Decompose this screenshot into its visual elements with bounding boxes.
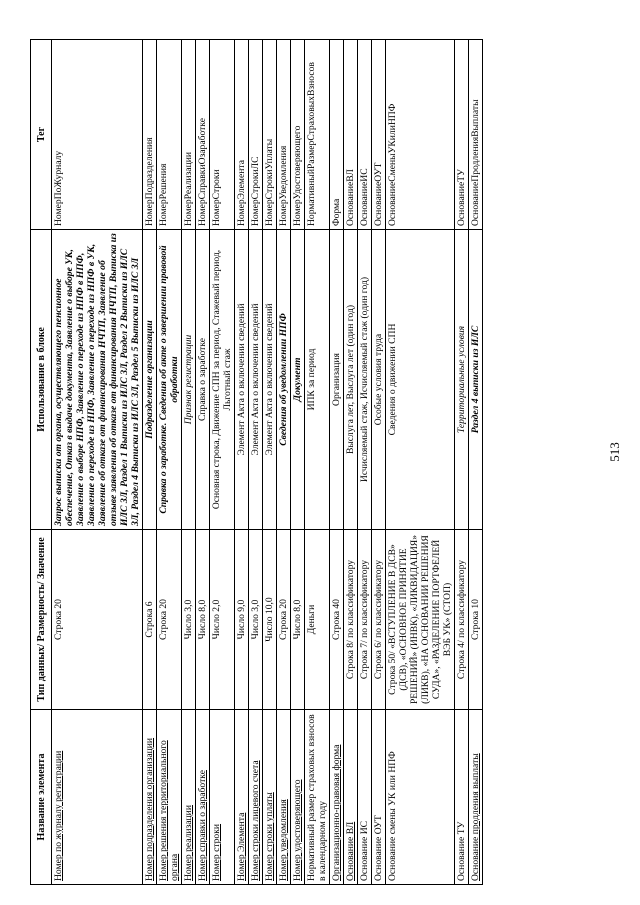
header-tag: Тег xyxy=(31,40,52,230)
element-name: Номер реализации xyxy=(182,710,196,885)
element-tag: ОснованиеТУ xyxy=(455,40,469,230)
element-usage: ИПК за период xyxy=(305,230,330,530)
element-usage: Подразделение организации xyxy=(143,230,157,530)
table-row xyxy=(263,40,277,885)
element-tag: НомерРеализации xyxy=(182,40,196,230)
element-type: Число 9,0 xyxy=(235,530,249,710)
element-name: Основание ТУ xyxy=(455,710,469,885)
element-type: Строка 40 xyxy=(330,530,344,710)
element-name: Номер Элемента xyxy=(235,710,249,885)
table-row xyxy=(235,40,249,885)
element-tag: НомерРешения xyxy=(157,40,182,230)
element-usage: Документ xyxy=(291,230,305,530)
element-name: Номер по журналу регистрации xyxy=(52,710,143,885)
element-tag: ОснованиеСменыУКилиНПФ xyxy=(386,40,455,230)
page-number: 513 xyxy=(607,442,622,462)
table-row xyxy=(455,40,469,885)
element-tag: НомерЭлемента xyxy=(235,40,249,230)
element-type: Строка 10 xyxy=(469,530,483,710)
element-type: Число 3,0 xyxy=(249,530,263,710)
element-tag: НомерСтрокиЛС xyxy=(249,40,263,230)
header-usage: Использование в блоке xyxy=(31,230,52,530)
table-row xyxy=(143,40,157,885)
element-type: Строка 6 xyxy=(143,530,157,710)
element-name: Основание смены УК или НПФ xyxy=(386,710,455,885)
table-row xyxy=(249,40,263,885)
table-row xyxy=(330,40,344,885)
element-type: Строка 20 xyxy=(277,530,291,710)
table-row xyxy=(305,40,330,885)
element-tag: ОснованиеИС xyxy=(358,40,372,230)
header-data-type: Тип данных/ Размерность/ Значение xyxy=(31,530,52,710)
table-row xyxy=(469,40,483,885)
table-row xyxy=(386,40,455,885)
element-tag: НомерСтрокиУплаты xyxy=(263,40,277,230)
element-usage: Территориальные условия xyxy=(455,230,469,530)
element-tag: ОснованиеОУТ xyxy=(372,40,386,230)
element-usage: Раздел 4 выписки из ИЛС xyxy=(469,230,483,530)
element-usage: Сведения о движении СПН xyxy=(386,230,455,530)
element-type: Строка 6/ по классификатору xyxy=(372,530,386,710)
element-tag: ОснованиеПродленияВыплаты xyxy=(469,40,483,230)
header-element-name: Название элемента xyxy=(31,710,52,885)
element-name: Основание ВЛ xyxy=(344,710,358,885)
element-tag: НомерПоЖурналу xyxy=(52,40,143,230)
element-name: Основание продления выплаты xyxy=(469,710,483,885)
element-usage: Элемент Акта о включении сведений xyxy=(263,230,277,530)
element-usage: Признак регистрации xyxy=(182,230,196,530)
table-row xyxy=(182,40,196,885)
table-row xyxy=(196,40,210,885)
element-name: Нормативный размер страховых взносов в календарном году xyxy=(305,710,330,885)
element-type: Число 8,0 xyxy=(291,530,305,710)
element-type: Число 2,0 xyxy=(210,530,235,710)
table-row xyxy=(358,40,372,885)
element-tag: НомерУведомления xyxy=(277,40,291,230)
element-tag: НомерСтроки xyxy=(210,40,235,230)
table-row xyxy=(157,40,182,885)
element-type: Число 10,0 xyxy=(263,530,277,710)
element-type: Строка 4/ по классификатору xyxy=(455,530,469,710)
element-usage: Основная строка, Движение СПН за период, Стажевый период, Льготный стаж xyxy=(210,230,235,530)
element-name: Основание ИС xyxy=(358,710,372,885)
element-tag: НормативныйРазмерСтраховыхВзносов xyxy=(305,40,330,230)
element-name: Основание ОУТ xyxy=(372,710,386,885)
element-name: Организационно-правовая форма xyxy=(330,710,344,885)
element-tag: НомерСправкиОзаработке xyxy=(196,40,210,230)
element-usage: Элемент Акта о включении сведений xyxy=(249,230,263,530)
element-usage: Справка о заработке xyxy=(196,230,210,530)
element-type: Деньги xyxy=(305,530,330,710)
element-type: Число 8,0 xyxy=(196,530,210,710)
element-usage: Элемент Акта о включении сведений xyxy=(235,230,249,530)
element-type: Строка 8/ по классификатору xyxy=(344,530,358,710)
table-row xyxy=(52,40,143,885)
element-usage: Запрос выписки от органа, осуществляющего пенсионное обеспечение, Отказ в выдаче документа, Заявление о выборе УК, Заявление о выборе НПФ, Заявление о переходе из НПФ в НПФ, Заявление о переходе из НПФ, Заявление о переходе из НПФ в УК, Заявление об отказе от финансирования НЧТП, Заявление об отзыве заявления об отказе от финансирования НЧТП, Выписка из ИЛС ЗЛ, Раздел 1 Выписки из ИЛС ЗЛ, Раздел 2 Выписки из ИЛС ЗЛ, Раздел 4 Выписки из ИЛС ЗЛ, Раздел 5 Выписки из ИЛС ЗЛ xyxy=(52,230,143,530)
element-name: Номер решения территориального органа xyxy=(157,710,182,885)
element-name: Номер удостоверяющего xyxy=(291,710,305,885)
table-row xyxy=(372,40,386,885)
element-tag: НомерУдостоверяющего xyxy=(291,40,305,230)
table-row xyxy=(344,40,358,885)
element-name: Номер справки о заработке xyxy=(196,710,210,885)
element-type: Строка 7/ по классификатору xyxy=(358,530,372,710)
element-type: Число 3,0 xyxy=(182,530,196,710)
element-name: Номер строки xyxy=(210,710,235,885)
element-usage: Организация xyxy=(330,230,344,530)
elements-table xyxy=(30,39,483,885)
element-name: Номер подразделения организации xyxy=(143,710,157,885)
element-type: Строка 50/ «ВСТУПЛЕНИЕ В ДСВ» (ДСВ), «ОСНОВНОЕ ПРИНЯТИЕ РЕШЕНИЙ» (ИНВК), «ЛИКВИДАЦИЯ» (ЛИКВ), «НА ОСНОВАНИИ РЕШЕНИЯ СУДА», «РАЗДЕЛЕНИЕ ПОРТФЕЛЕЙ ВЭБ УК» (СТОП) xyxy=(386,530,455,710)
element-usage: Исчисляемый стаж, Исчисляемый стаж (один год) xyxy=(358,230,372,530)
table-header-row xyxy=(31,40,52,885)
element-usage: Сведения об уведомлении НПФ xyxy=(277,230,291,530)
element-usage: Выслуга лет, Выслуга лет (один год) xyxy=(344,230,358,530)
table-row xyxy=(277,40,291,885)
rotated-table-container xyxy=(30,40,595,885)
element-name: Номер строки уплаты xyxy=(263,710,277,885)
element-type: Строка 20 xyxy=(157,530,182,710)
table-row xyxy=(210,40,235,885)
element-tag: НомерПодразделения xyxy=(143,40,157,230)
table-row xyxy=(291,40,305,885)
element-name: Номер строки лицевого счета xyxy=(249,710,263,885)
element-usage: Особые условия труда xyxy=(372,230,386,530)
element-name: Номер уведомления xyxy=(277,710,291,885)
element-tag: ОснованиеВЛ xyxy=(344,40,358,230)
element-tag: Форма xyxy=(330,40,344,230)
element-usage: Справка о заработке. Сведения об акте о завершении правовой обработки xyxy=(157,230,182,530)
element-type: Строка 20 xyxy=(52,530,143,710)
